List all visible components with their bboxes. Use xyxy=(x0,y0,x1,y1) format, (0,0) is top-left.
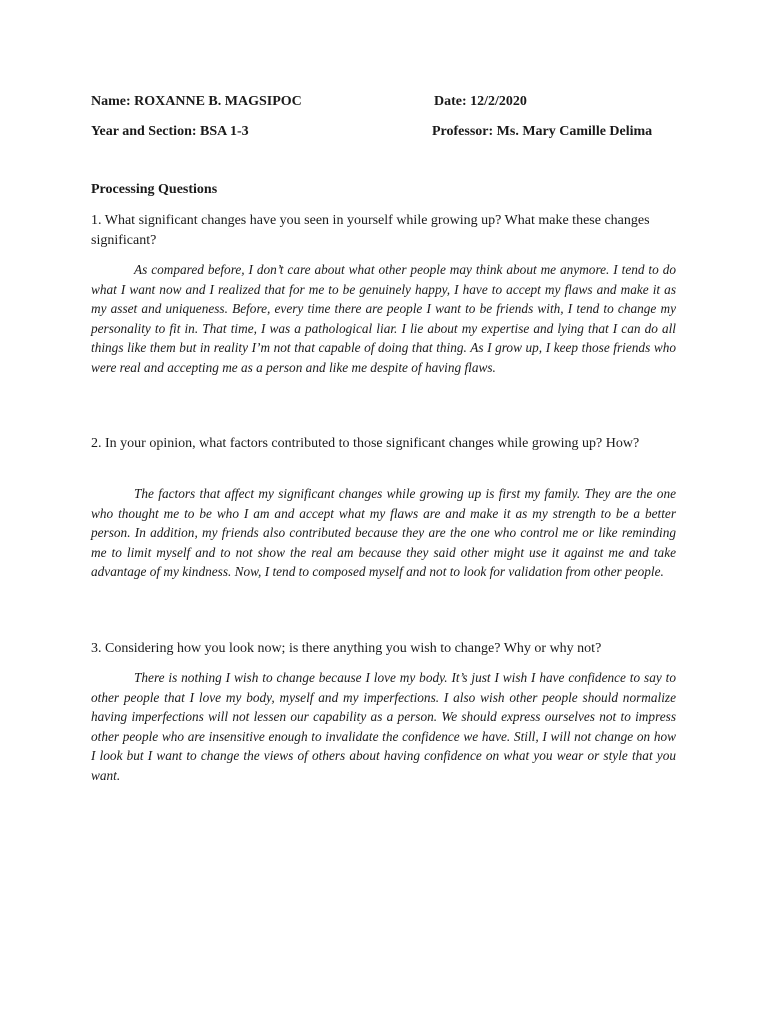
section-heading: Processing Questions xyxy=(91,182,218,197)
answer-2: The factors that affect my significant changes while growing up is first my family. They are the one who thought me to be who I am and accept what my flaws are and make it as my strength to be a better person. In addition, my friends also contributed because they are the one who control me or like reminding me to limit myself and to not show the real am because they said other might use it against me and take advantage of my kindness. Now, I tend to composed myself and not to look for validation from other people. xyxy=(91,486,676,580)
question-3: 3. Considering how you look now; is there anything you wish to change? Why or why not? xyxy=(91,641,602,656)
professor-label: Professor: xyxy=(432,124,494,139)
year-section-field xyxy=(91,124,249,140)
professor-field xyxy=(432,124,652,140)
date-label: Date: xyxy=(434,94,467,109)
question-2: 2. In your opinion, what factors contributed to those significant changes while growing up? How? xyxy=(91,436,640,451)
date-value: 12/2/2020 xyxy=(470,94,527,109)
year-section-label: Year and Section: xyxy=(91,124,197,139)
question-1: 1. What significant changes have you seen in yourself while growing up? What make these changes significant? xyxy=(91,213,650,248)
name-label: Name: xyxy=(91,94,131,109)
name-field xyxy=(91,94,302,110)
year-section-value: BSA 1-3 xyxy=(200,124,249,139)
professor-value: Ms. Mary Camille Delima xyxy=(496,124,653,139)
date-field xyxy=(434,94,527,110)
name-value: ROXANNE B. MAGSIPOC xyxy=(134,94,302,109)
answer-1: As compared before, I don’t care about what other people may think about me anymore. I tend to do what I want now and I realized that for me to be genuinely happy, I have to accept my flaws and make it as my asset and uniqueness. Before, every time there are people I want to be friends with, I tend to change my personality to fit in. That time, I was a pathological liar. I lie about my expertise and lying that I can do all things like them but in reality I’m not that capable of doing that thing. As I grow up, I keep those friends who were real and accepting me as a person and like me despite of having flaws. xyxy=(91,262,676,375)
answer-3: There is nothing I wish to change because I love my body. It’s just I wish I have confidence to say to other people that I love my body, myself and my imperfections. I also wish other people should normalize having imperfections will not lessen our capability as a person. We should express ourselves not to impress other people who are insensitive enough to invalidate the confidence we have. Still, I will not change on how I look but I want to change the views of others about having confidence on what you wear or style that you want. xyxy=(91,670,676,783)
